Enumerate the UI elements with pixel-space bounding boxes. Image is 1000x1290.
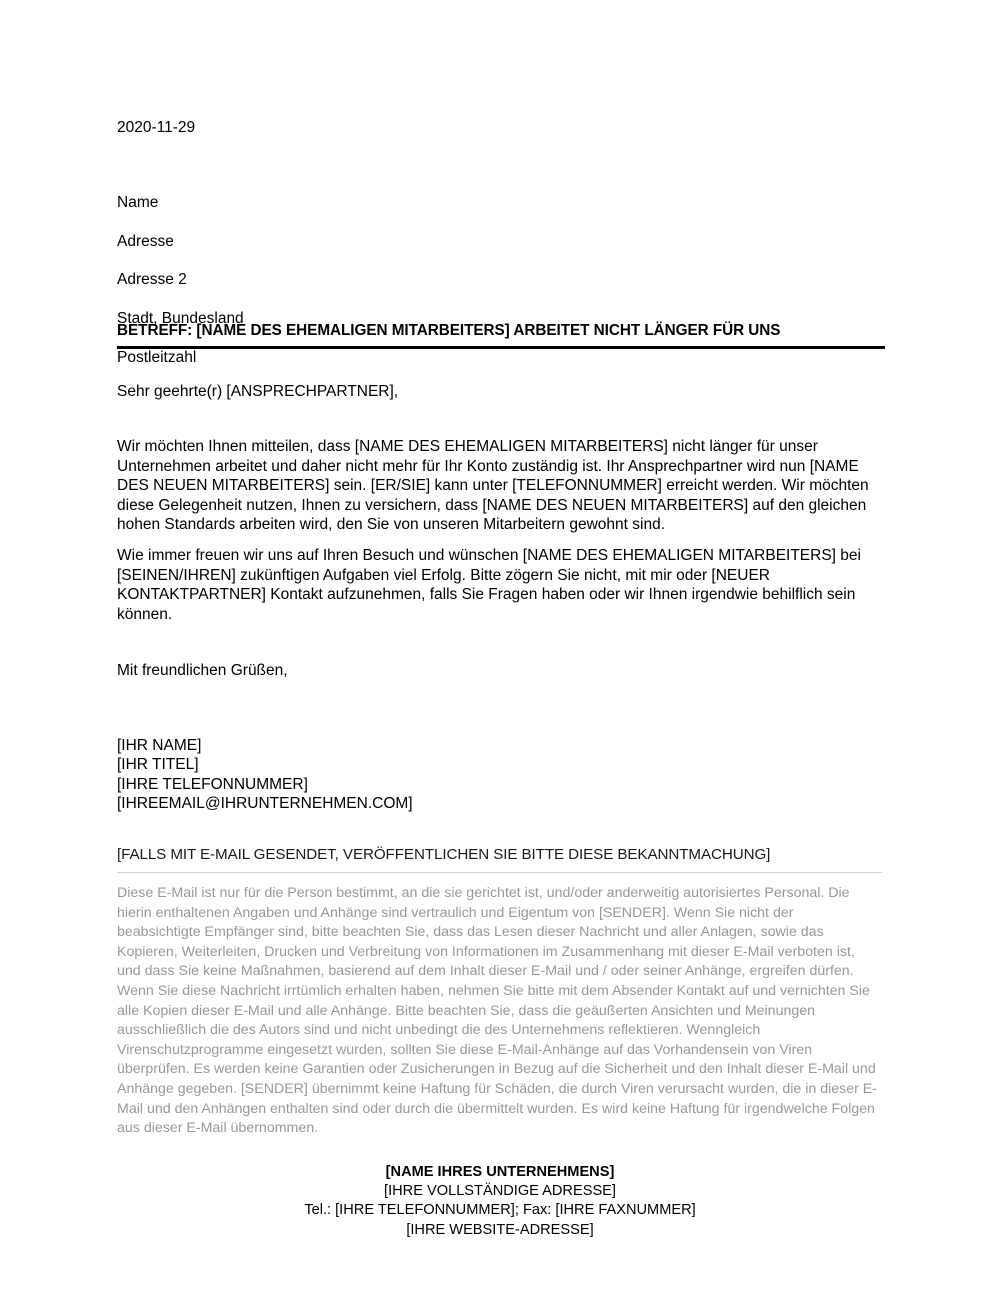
footer-address: [IHRE VOLLSTÄNDIGE ADRESSE]: [384, 1183, 616, 1200]
disclaimer-divider: [117, 872, 882, 873]
body-paragraph-2: Wie immer freuen wir uns auf Ihren Besuch und wünschen [NAME DES EHEMALIGEN MITARBEITERS] bei [SEINEN/IHREN] zukünftigen Aufgaben viel Erfolg. Bitte zögern Sie nicht, mit mir oder [NEUER KONTAKTPARTNER] Kontakt aufzunehmen, falls Sie Fragen haben oder wir Ihnen irgendwie behilflich sein können.: [117, 547, 861, 623]
footer-company-name: [NAME IHRES UNTERNEHMENS]: [385, 1164, 615, 1180]
body-paragraph-1: Wir möchten Ihnen mitteilen, dass [NAME DES EHEMALIGEN MITARBEITERS] nicht länger für unser Unternehmen arbeitet und daher nicht mehr für Ihr Konto zuständig ist. Ihr Ansprechpartner wird nun [NAME DES NEUEN MITARBEITERS] sein. [ER/SIE] kann unter [TELEFONNUMMER] erreicht werden. Wir möchten diese Gelegenheit nutzen, Ihnen zu versichern, dass [NAME DES NEUEN MITARBEITERS] auf den gleichen hohen Standards arbeiten wird, den Sie von unseren Mitarbeitern gewohnt sind.: [117, 438, 869, 534]
recipient-line-name: Name: [117, 194, 159, 212]
signature-title: [IHR TITEL]: [117, 756, 199, 774]
footer-website: [IHRE WEBSITE-ADRESSE]: [406, 1221, 594, 1238]
subject-line: BETREFF: [NAME DES EHEMALIGEN MITARBEITERS] ARBEITET NICHT LÄNGER FÜR UNS: [117, 322, 781, 339]
recipient-line-address-2: Adresse 2: [117, 271, 187, 289]
recipient-line-postal-code: Postleitzahl: [117, 348, 197, 366]
recipient-address-block: [117, 174, 244, 386]
footer-block: [0, 1163, 1000, 1240]
footer-phone-fax: Tel.: [IHRE TELEFONNUMMER]; Fax: [IHRE FAXNUMMER]: [304, 1202, 696, 1219]
signature-block: [117, 736, 413, 813]
closing-line: Mit freundlichen Grüßen,: [117, 662, 288, 679]
recipient-line-city-state: Stadt, Bundesland: [117, 310, 244, 328]
signature-email: [IHREEMAIL@IHRUNTERNEHMEN.COM]: [117, 794, 413, 812]
disclaimer-block: [117, 845, 885, 1139]
letter-date: 2020-11-29: [117, 119, 196, 136]
disclaimer-heading: [FALLS MIT E-MAIL GESENDET, VERÖFFENTLICHEN SIE BITTE DIESE BEKANNTMACHUNG]: [117, 846, 771, 863]
subject-block: [117, 321, 885, 349]
disclaimer-text: Diese E-Mail ist nur für die Person bestimmt, an die sie gerichtet ist, und/oder anderweitig autorisiertes Personal. Die hierin enthaltenen Angaben und Anhänge sind vertraulich und Eigentum von [SENDER]. Wenn Sie nicht der beabsichtigte Empfänger sind, bitte beachten Sie, dass das Lesen dieser Nachricht und aller Anlagen, sowie das Kopieren, Weiterleiten, Drucken und Verbreitung von Informationen im Zusammenhang mit dieser E-Mail verboten ist, und dass Sie keine Maßnahmen, basierend auf dem Inhalt dieser E-Mail und / oder seiner Anhänge, ergreifen dürfen. Wenn Sie diese Nachricht irrtümlich erhalten haben, nehmen Sie bitte mit dem Absender Kontakt auf und vernichten Sie alle Kopien dieser E-Mail und alle Anhänge. Bitte beachten Sie, dass die geäußerten Ansichten und Meinungen ausschließlich die des Autors sind und nicht unbedingt die des Unternehmens reflektieren. Wenngleich Virenschutzprogramme eingesetzt wurden, sollten Sie diese E-Mail-Anhänge auf das Vorhandensein von Viren überprüfen. Es werden keine Garantien oder Zusicherungen in Bezug auf die Sicherheit und den Inhalt dieser E-Mail und Anhänge gegeben. [SENDER] übernimmt keine Haftung für Schäden, die durch Viren verursacht wurden, die in dieser E-Mail und den Anhängen enthalten sind oder durch die übermittelt wurden. Es wird keine Haftung für irgendwelche Folgen aus dieser E-Mail übernommen.: [117, 885, 877, 1137]
subject-divider: [117, 346, 885, 349]
signature-phone: [IHRE TELEFONNUMMER]: [117, 775, 308, 793]
signature-name: [IHR NAME]: [117, 737, 202, 754]
salutation: Sehr geehrte(r) [ANSPRECHPARTNER],: [117, 383, 399, 400]
recipient-line-address-1: Adresse: [117, 232, 174, 250]
